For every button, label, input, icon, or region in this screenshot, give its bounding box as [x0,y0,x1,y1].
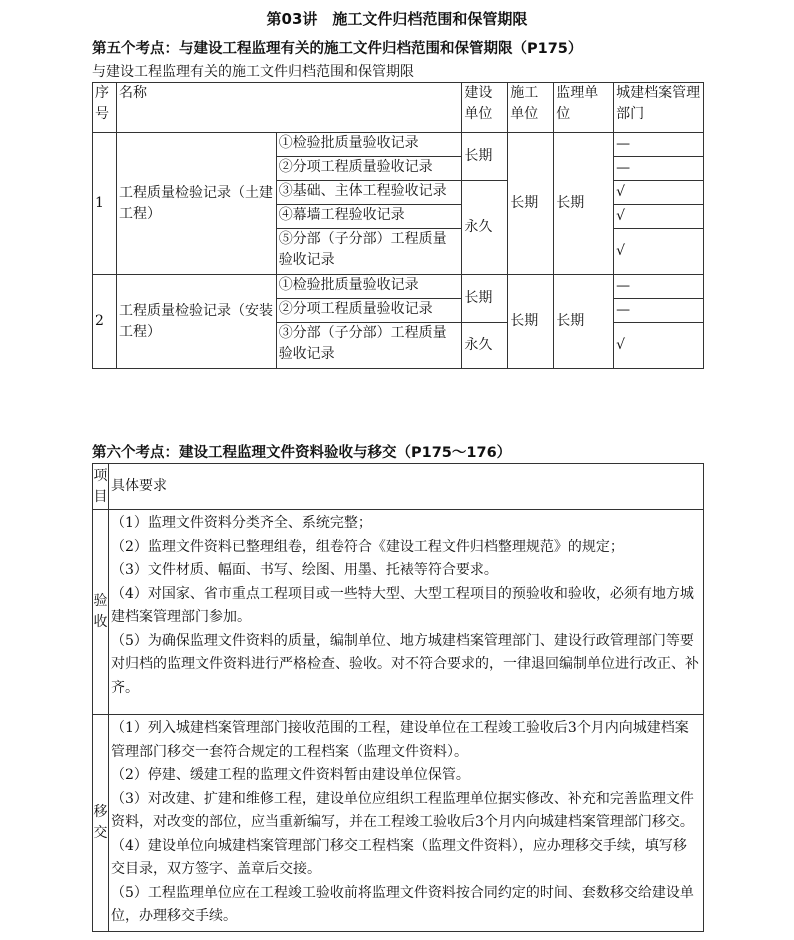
group2-supervise-period: 长期 [554,275,614,369]
archive-period-table [92,82,704,369]
acceptance-line: （1）监理文件资料分类齐全、系统完整； [111,515,372,531]
transfer-label: 移交 [93,715,109,932]
group1-item-3: ③基础、主体工程验收记录 [276,181,462,205]
transfer-line: （2）停建、缓建工程的监理文件资料暂由建设单位保管。 [111,767,470,783]
page-title: 第03讲 施工文件归档范围和保管期限 [266,10,528,28]
group1-construct-period: 长期 [508,133,554,275]
acceptance-line: （3）文件材质、幅面、书写、绘图、用墨、托裱等符合要求。 [111,562,498,578]
group2-name: 工程质量检验记录（安装工程） [116,275,276,369]
header-name: 名称 [116,83,461,133]
group2-seq: 2 [93,275,117,369]
group2-item-3: ③分部（子分部）工程质量验收记录 [276,323,462,369]
group1-archive-1: — [614,133,704,157]
header-supervise-unit: 监理单位 [554,83,614,133]
group1-archive-5: √ [614,229,704,275]
acceptance-line: （4）对国家、省市重点工程项目或一些特大型、大型工程项目的预验收和验收，必须有地方城建档案管理部门参加。 [111,585,694,625]
group1-archive-2: — [614,157,704,181]
group1-seq: 1 [93,133,117,275]
group2-archive-3: √ [614,323,704,369]
transfer-line: （5）工程监理单位应在工程竣工验收前将监理文件资料按合同约定的时间、套数移交给建设单位，办理移交手续。 [111,884,694,924]
group1-item-2: ②分项工程质量验收记录 [276,157,462,181]
acceptance-requirements [109,510,704,715]
acceptance-line: （2）监理文件资料已整理组卷，组卷符合《建设工程文件归档整理规范》的规定； [111,538,624,555]
group2-build-period-a: 长期 [462,275,508,323]
header-requirements: 具体要求 [109,464,704,510]
transfer-line: （1）列入城建档案管理部门接收范围的工程，建设单位在工程竣工验收后3个月内向城建档案管理部门移交一套符合规定的工程档案（监理文件资料）。 [111,720,689,760]
header-construct-unit: 施工单位 [508,83,554,133]
group2-build-period-b: 永久 [462,323,508,369]
acceptance-transfer-table [92,463,704,932]
group1-item-1: ①检验批质量验收记录 [276,133,462,157]
group1-archive-4: √ [614,205,704,229]
group1-name: 工程质量检验记录（土建工程） [116,133,276,275]
transfer-line: （3）对改建、扩建和维修工程，建设单位应组织工程监理单位据实修改、补充和完善监理文件资料，对改变的部位，应当重新编写，并在工程竣工验收后3个月内向城建档案管理部门移交。 [111,790,694,830]
acceptance-label: 验收 [93,510,109,715]
section5-heading: 第五个考点：与建设工程监理有关的施工文件归档范围和保管期限（P175） [92,41,583,57]
group1-item-4: ④幕墙工程验收记录 [276,205,462,229]
group2-construct-period: 长期 [508,275,554,369]
group2-item-2: ②分项工程质量验收记录 [276,299,462,323]
group2-item-1: ①检验批质量验收记录 [276,275,462,299]
acceptance-line: （5）为确保监理文件资料的质量，编制单位、地方城建档案管理部门、建设行政管理部门等要对归档的监理文件资料进行严格检查、验收。对不符合要求的，一律退回编制单位进行改正、补齐。 [111,632,699,696]
header-build-unit: 建设单位 [462,83,508,133]
header-seq: 序号 [93,83,117,133]
group2-archive-2: — [614,299,704,323]
section6-heading: 第六个考点：建设工程监理文件资料验收与移交（P175～176） [92,445,512,461]
group2-archive-1: — [614,275,704,299]
group1-archive-3: √ [614,181,704,205]
header-item: 项目 [93,464,109,510]
transfer-requirements [109,715,704,932]
group1-supervise-period: 长期 [554,133,614,275]
group1-item-5: ⑤分部（子分部）工程质量验收记录 [276,229,462,275]
table1-caption: 与建设工程监理有关的施工文件归档范围和保管期限 [92,64,414,80]
group1-build-period-a: 长期 [462,133,508,181]
header-archive-dept: 城建档案管理部门 [614,83,704,133]
group1-build-period-b: 永久 [462,181,508,275]
transfer-line: （4）建设单位向城建档案管理部门移交工程档案（监理文件资料），应办理移交手续，填写移交目录，双方签字、盖章后交接。 [111,837,687,877]
